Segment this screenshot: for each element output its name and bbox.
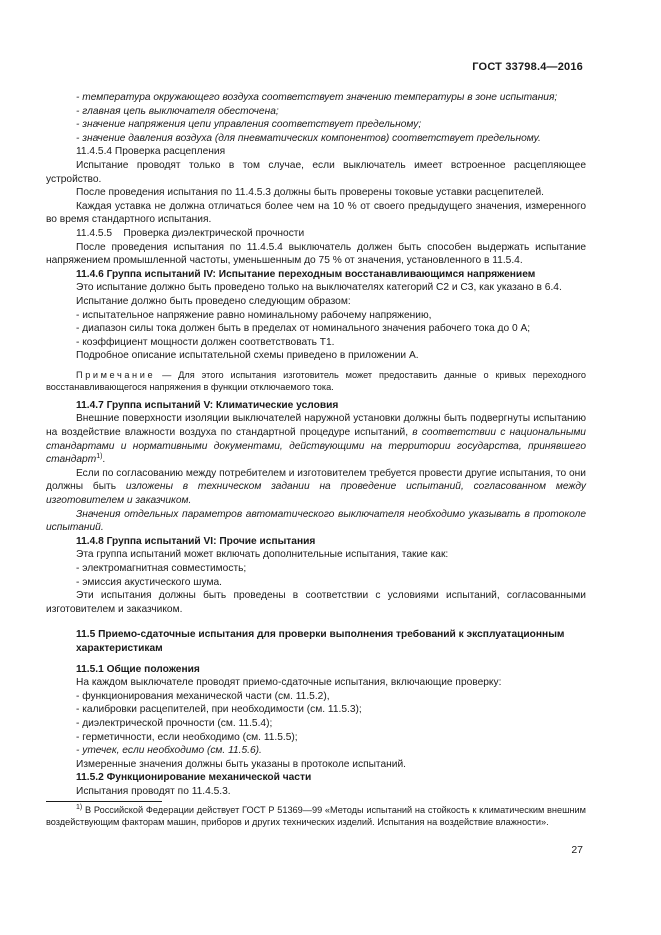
paragraph: Эти испытания должны быть проведены в соответствии с условиями испытаний, согласованными изготовителем и заказчиком. [46,590,586,615]
section-heading: 11.4.7 Группа испытаний V: Климатические условия [76,399,339,411]
paragraph: На каждом выключателе проводят приемо-сдаточные испытания, включающие проверку: [76,677,502,689]
paragraph: После проведения испытания по 11.4.5.3 должны быть проверены токовые уставки расцепителей. [76,187,544,199]
footnote-text: В Российской Федерации действует ГОСТ Р 51369—99 «Методы испытаний на стойкость к климатическим внешним воздействующим факторам машин, приборов и других технических изделий. Испытания на воздействие влажности». [46,805,586,828]
note [46,369,586,393]
list-item: - эмиссия акустического шума. [76,576,222,588]
paragraph: Каждая уставка не должна отличаться более чем на 10 % от своего предыдущего значения, измеренного во время стандартного испытания. [46,200,586,226]
paragraph-italic-text: в соответствии с национальными стандартами и нормативными документами, действующими на территории государства, принявшего стандарт [46,427,586,466]
paragraph: Испытания проводят по 11.4.5.3. [76,785,231,797]
list-item: - функционирования механической части (см. 11.5.2), [76,690,330,702]
list-item: - электромагнитная совместимость; [76,563,247,574]
paragraph [46,467,586,508]
list-item: - диэлектрической прочности (см. 11.5.4); [76,717,273,729]
section-heading: 11.5 Приемо-сдаточные испытания для проверки выполнения требований к эксплуатационным характеристикам [76,629,565,654]
paragraph: Испытание должно быть проведено следующим образом: [76,295,351,307]
footnote-ref: 1) [96,453,103,461]
paragraph: Измеренные значения должны быть указаны в протоколе испытаний. [76,758,406,770]
section-heading: 11.5.2 Функционирование механической части [76,772,312,784]
list-item: - коэффициент мощности должен соответствовать Т1. [76,336,335,348]
paragraph: Значения отдельных параметров автоматического выключателя необходимо указывать в протоколе испытаний. [46,508,586,534]
paragraph [46,412,586,466]
paragraph-text: Если по согласованию между потребителем и изготовителем требуется провести другие испытания, то они должны быть [46,467,586,493]
paragraph: Это испытание должно быть проведено только на выключателях категорий С2 и С3, как указано в 6.4. [76,282,562,294]
footnote-mark: 1) [76,804,83,811]
list-item: - значение давления воздуха (для пневматических компонентов) соответствует предельному. [76,132,541,144]
main-text [46,91,586,799]
section-heading: 11.4.6 Группа испытаний IV: Испытание переходным восстанавливающимся напряжением [76,268,536,280]
footnote-divider [46,801,162,802]
list-item: - диапазон силы тока должен быть в пределах от номинального значения рабочего тока до 0 А; [76,323,531,335]
paragraph-text: . [102,454,106,466]
list-item: - испытательное напряжение равно номинальному рабочему напряжению, [76,309,432,321]
paragraph: Подробное описание испытательной схемы приведено в приложении А. [76,350,419,362]
note-text: — Для этого испытания изготовитель может предоставить данные о кривых переходного восстанавливающегося напряжения в функции отключаемого тока. [46,369,586,392]
section-heading: 11.4.5.5 Проверка диэлектрической прочности [76,227,305,239]
list-item: - утечек, если необходимо (см. 11.5.6). [76,745,262,757]
list-item: - герметичности, если необходимо (см. 11.5.5); [76,731,298,743]
paragraph: После проведения испытания по 11.4.5.4 выключатель должен быть способен выдержать испытание напряжением промышленной частоты, уменьшенным до 75 % от значения, установленного в 11.5.4. [46,241,586,267]
paragraph-text: Внешние поверхности изоляции выключателей наружной установки должны быть подвергнуты испытанию на воздействие влажности воздуха по стандартной процедуре испытаний, [46,413,586,439]
paragraph: Испытание проводят только в том случае, если выключатель имеет встроенное расцепляющее устройство. [46,159,586,185]
list-item: - главная цепь выключателя обесточена; [76,105,279,117]
section-heading: 11.5.1 Общие положения [76,663,200,675]
section-heading: 11.4.5.4 Проверка расцепления [76,146,226,158]
list-item: - значение напряжения цепи управления соответствует предельному; [76,119,422,131]
note-label: Примечание [76,369,156,380]
paragraph-italic-text: изложены в техническом задании на проведение испытаний, согласованном между изготовителем и заказчиком. [46,481,586,507]
page-number: 27 [571,844,583,856]
list-item: - температура окружающего воздуха соответствует значению температуры в зоне испытания; [76,92,558,103]
section-heading: 11.4.8 Группа испытаний VI: Прочие испытания [76,535,316,547]
paragraph: Эта группа испытаний может включать дополнительные испытания, такие как: [76,549,449,561]
list-item: - калибровки расцепителей, при необходимости (см. 11.5.3); [76,704,362,716]
footnote [46,804,586,828]
document-code: ГОСТ 33798.4—2016 [472,61,583,73]
